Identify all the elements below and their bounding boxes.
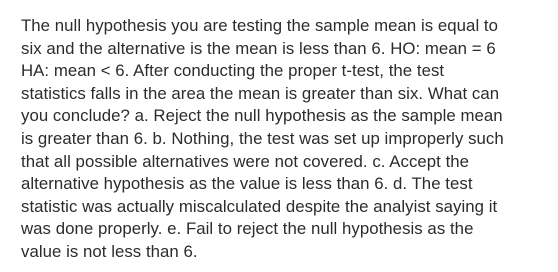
question-text <box>21 15 546 264</box>
question-line: that all possible alternatives were not covered. c. Accept the <box>21 151 470 171</box>
question-line: statistics falls in the area the mean is greater than six. What can <box>21 83 500 103</box>
question-line: is greater than 6. b. Nothing, the test was set up improperly such <box>21 128 504 148</box>
question-line: you conclude? a. Reject the null hypothesis as the sample mean <box>21 106 503 126</box>
question-line: was done properly. e. Fail to reject the null hypothesis as the <box>21 219 474 239</box>
question-line: six and the alternative is the mean is less than 6. HO: mean = 6 <box>21 38 496 58</box>
question-line: alternative hypothesis as the value is less than 6. d. The test <box>21 174 473 194</box>
question-line: The null hypothesis you are testing the sample mean is equal to <box>21 16 499 35</box>
question-line: HA: mean < 6. After conducting the proper t-test, the test <box>21 61 445 81</box>
question-line: statistic was actually miscalculated despite the analyist saying it <box>21 196 498 216</box>
question-line: value is not less than 6. <box>21 241 198 261</box>
